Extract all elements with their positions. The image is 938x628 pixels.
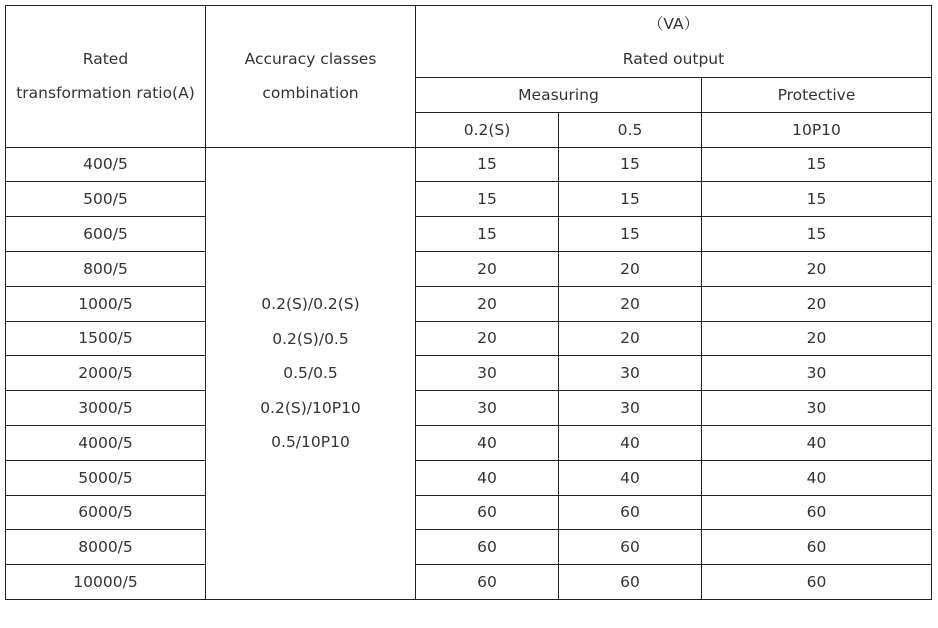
header-rated-output: Rated output bbox=[416, 42, 932, 78]
table-row bbox=[6, 321, 932, 356]
table-row bbox=[6, 425, 932, 460]
measuring-05-cell: 30 bbox=[559, 356, 702, 391]
protective-10p10-cell: 40 bbox=[702, 425, 932, 460]
protective-10p10-cell: 60 bbox=[702, 565, 932, 600]
table-row bbox=[6, 147, 932, 182]
measuring-02s-cell: 40 bbox=[416, 460, 559, 495]
header-ratio-line-2: transformation ratio(A) bbox=[16, 84, 195, 103]
protective-10p10-cell: 20 bbox=[702, 286, 932, 321]
table-row bbox=[6, 286, 932, 321]
measuring-05-cell: 15 bbox=[559, 147, 702, 182]
ratio-cell: 6000/5 bbox=[6, 495, 206, 530]
header-class-10p10: 10P10 bbox=[702, 112, 932, 147]
measuring-05-cell: 40 bbox=[559, 460, 702, 495]
protective-10p10-cell: 15 bbox=[702, 217, 932, 252]
measuring-02s-cell: 15 bbox=[416, 182, 559, 217]
measuring-02s-cell: 15 bbox=[416, 217, 559, 252]
table-body bbox=[6, 6, 932, 600]
table-row bbox=[6, 530, 932, 565]
combination-item: 0.2(S)/10P10 bbox=[260, 398, 361, 417]
protective-10p10-cell: 15 bbox=[702, 147, 932, 182]
measuring-02s-cell: 20 bbox=[416, 321, 559, 356]
ratio-cell: 5000/5 bbox=[6, 460, 206, 495]
combination-item: 0.5/0.5 bbox=[283, 364, 338, 383]
protective-10p10-cell: 20 bbox=[702, 321, 932, 356]
protective-10p10-cell: 15 bbox=[702, 182, 932, 217]
header-unit: （VA） bbox=[416, 6, 932, 42]
combination-cell bbox=[206, 147, 416, 599]
table-row bbox=[6, 565, 932, 600]
measuring-05-cell: 15 bbox=[559, 182, 702, 217]
protective-10p10-cell: 30 bbox=[702, 391, 932, 426]
ratio-cell: 400/5 bbox=[6, 147, 206, 182]
ratio-cell: 8000/5 bbox=[6, 530, 206, 565]
header-row-1 bbox=[6, 6, 932, 42]
measuring-05-cell: 40 bbox=[559, 425, 702, 460]
measuring-02s-cell: 30 bbox=[416, 356, 559, 391]
header-ratio bbox=[6, 6, 206, 148]
header-class-02s: 0.2(S) bbox=[416, 112, 559, 147]
protective-10p10-cell: 60 bbox=[702, 495, 932, 530]
ratio-cell: 1500/5 bbox=[6, 321, 206, 356]
ratio-cell: 3000/5 bbox=[6, 391, 206, 426]
measuring-05-cell: 20 bbox=[559, 251, 702, 286]
measuring-02s-cell: 60 bbox=[416, 495, 559, 530]
combination-item: 0.2(S)/0.5 bbox=[272, 329, 349, 348]
table-row bbox=[6, 460, 932, 495]
protective-10p10-cell: 20 bbox=[702, 251, 932, 286]
table-row bbox=[6, 217, 932, 252]
header-protective: Protective bbox=[702, 78, 932, 113]
measuring-05-cell: 30 bbox=[559, 391, 702, 426]
header-combination-line-2: combination bbox=[262, 84, 359, 103]
ratio-cell: 800/5 bbox=[6, 251, 206, 286]
combination-item: 0.2(S)/0.2(S) bbox=[261, 295, 360, 314]
ratio-cell: 1000/5 bbox=[6, 286, 206, 321]
ratio-cell: 600/5 bbox=[6, 217, 206, 252]
ratio-cell: 500/5 bbox=[6, 182, 206, 217]
measuring-02s-cell: 30 bbox=[416, 391, 559, 426]
table-row bbox=[6, 495, 932, 530]
ratio-cell: 2000/5 bbox=[6, 356, 206, 391]
measuring-05-cell: 20 bbox=[559, 286, 702, 321]
combination-item: 0.5/10P10 bbox=[271, 433, 350, 452]
protective-10p10-cell: 60 bbox=[702, 530, 932, 565]
header-combination bbox=[206, 6, 416, 148]
ratio-cell: 4000/5 bbox=[6, 425, 206, 460]
measuring-05-cell: 20 bbox=[559, 321, 702, 356]
measuring-02s-cell: 15 bbox=[416, 147, 559, 182]
table-row bbox=[6, 356, 932, 391]
measuring-02s-cell: 60 bbox=[416, 565, 559, 600]
rated-output-table bbox=[5, 5, 932, 600]
table-row bbox=[6, 182, 932, 217]
protective-10p10-cell: 40 bbox=[702, 460, 932, 495]
measuring-02s-cell: 60 bbox=[416, 530, 559, 565]
measuring-05-cell: 60 bbox=[559, 565, 702, 600]
table-row bbox=[6, 251, 932, 286]
ratio-cell: 10000/5 bbox=[6, 565, 206, 600]
header-class-05: 0.5 bbox=[559, 112, 702, 147]
header-combination-line-1: Accuracy classes bbox=[244, 50, 377, 69]
measuring-05-cell: 60 bbox=[559, 495, 702, 530]
measuring-02s-cell: 20 bbox=[416, 286, 559, 321]
table-row bbox=[6, 391, 932, 426]
measuring-02s-cell: 20 bbox=[416, 251, 559, 286]
measuring-05-cell: 15 bbox=[559, 217, 702, 252]
protective-10p10-cell: 30 bbox=[702, 356, 932, 391]
measuring-02s-cell: 40 bbox=[416, 425, 559, 460]
header-measuring: Measuring bbox=[416, 78, 702, 113]
measuring-05-cell: 60 bbox=[559, 530, 702, 565]
header-ratio-line-1: Rated bbox=[82, 50, 129, 69]
